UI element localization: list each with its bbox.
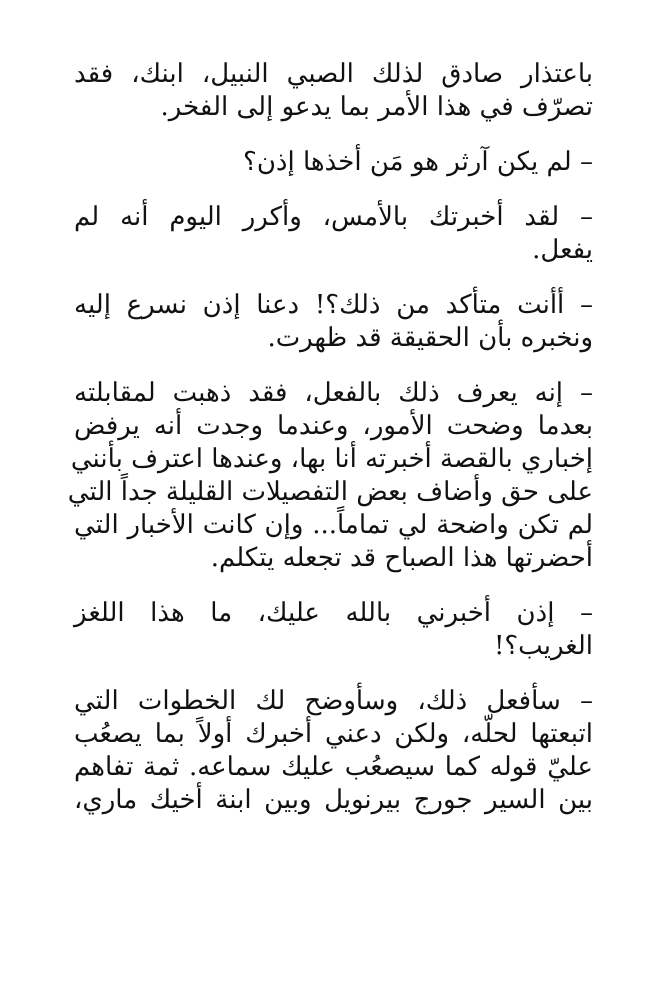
text-line: – أأنت متأكد من ذلك؟! دعنا إذن نسرع إليه bbox=[74, 290, 593, 320]
text-line: تصرّف في هذا الأمر بما يدعو إلى الفخر. bbox=[160, 92, 593, 122]
text-line: باعتذار صادق لذلك الصبي النبيل، ابنك، فقد bbox=[74, 59, 593, 89]
text-line: – إذن أخبرني بالله عليك، ما هذا اللغز bbox=[74, 598, 593, 628]
paragraph-7 bbox=[74, 685, 593, 817]
text-line: – لقد أخبرتك بالأمس، وأكرر اليوم أنه لم bbox=[74, 202, 593, 232]
paragraph-4 bbox=[74, 289, 593, 355]
text-line: بين السير جورج بيرنويل وبين ابنة أخيك ماري، bbox=[74, 785, 593, 815]
text-line: – إنه يعرف ذلك بالفعل، فقد ذهبت لمقابلته bbox=[74, 378, 593, 408]
text-line: إخباري بالقصة أخبرته أنا بها، وعندها اعترف بأنني bbox=[70, 444, 593, 474]
text-line: – لم يكن آرثر هو مَن أخذها إذن؟ bbox=[243, 147, 593, 177]
text-line: أحضرتها هذا الصباح قد تجعله يتكلم. bbox=[210, 543, 593, 573]
paragraph-2 bbox=[74, 146, 593, 179]
text-line: عليّ قوله كما سيصعُب عليك سماعه. ثمة تفاهم bbox=[74, 752, 593, 782]
text-line: ونخبره بأن الحقيقة قد ظهرت. bbox=[267, 323, 593, 353]
paragraph-6 bbox=[74, 597, 593, 663]
text-line: على حق وأضاف بعض التفصيلات القليلة جداً التي bbox=[67, 477, 593, 507]
text-line: يفعل. bbox=[532, 235, 593, 265]
text-line: اتبعتها لحلّه، ولكن دعني أخبرك أولاً بما يصعُب bbox=[74, 719, 593, 749]
paragraph-3 bbox=[74, 201, 593, 267]
text-line: – سأفعل ذلك، وسأوضح لك الخطوات التي bbox=[74, 686, 593, 716]
text-line: بعدما وضحت الأمور، وعندما وجدت أنه يرفض bbox=[74, 411, 593, 441]
paragraph-5 bbox=[67, 377, 593, 575]
text-line: لم تكن واضحة لي تماماً... وإن كانت الأخبار التي bbox=[74, 510, 593, 540]
text-line: الغريب؟! bbox=[493, 631, 593, 661]
paragraph-1 bbox=[74, 58, 593, 124]
